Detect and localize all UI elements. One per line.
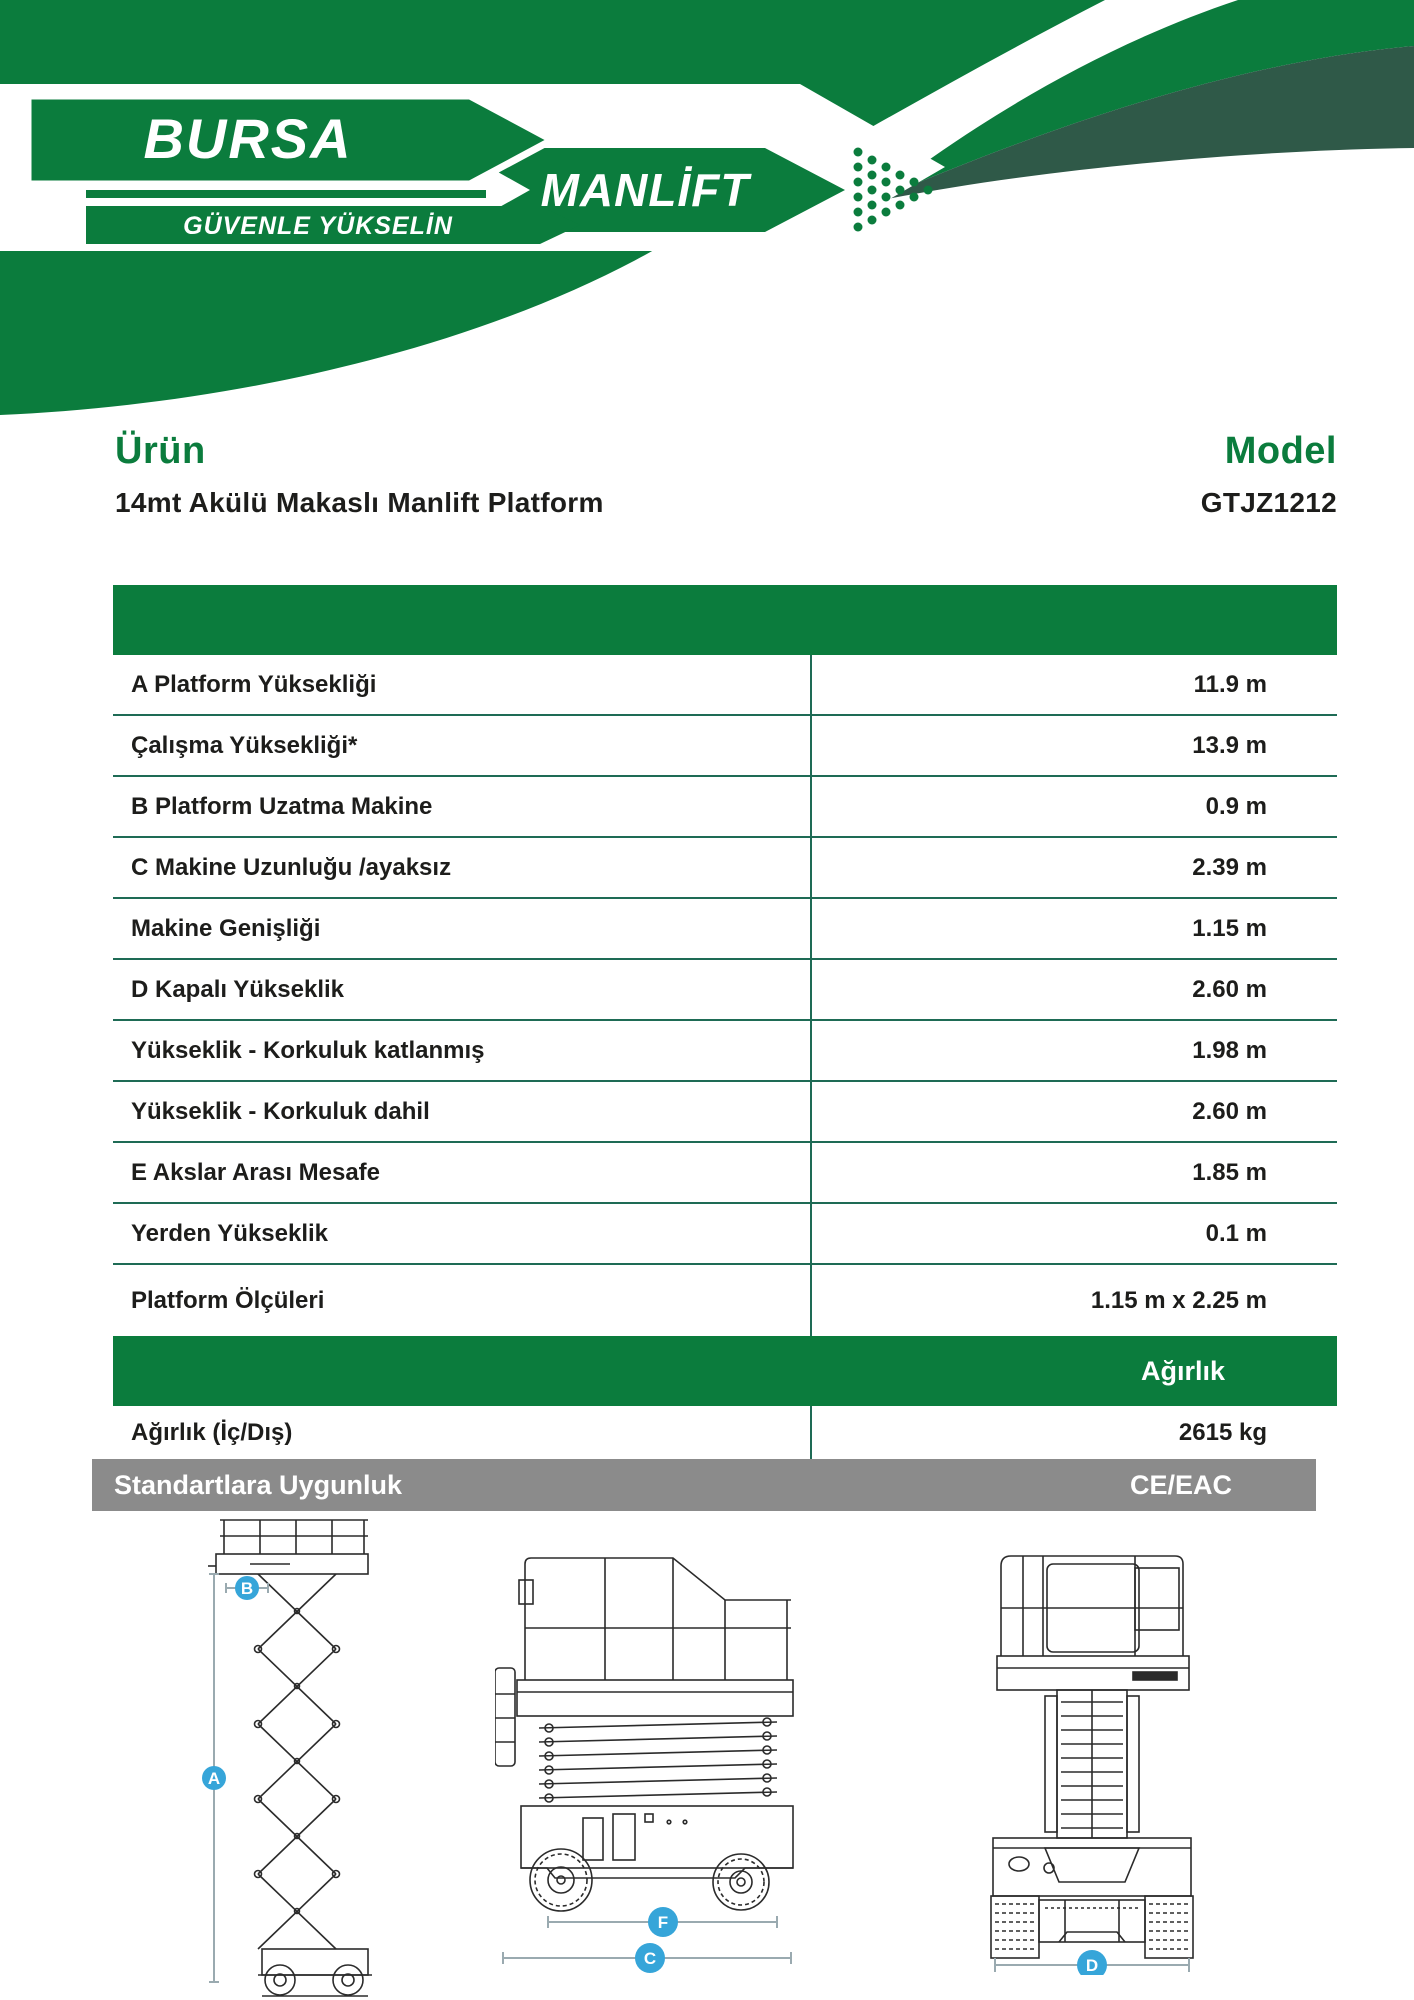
- spec-label: Yerden Yükseklik: [131, 1219, 329, 1247]
- spec-row: [113, 1021, 1337, 1082]
- spec-value: 1.15 m: [1192, 914, 1267, 942]
- spec-label: E Akslar Arası Mesafe: [131, 1158, 381, 1186]
- diagram-rear-view: [985, 1550, 1200, 1975]
- spec-label: D Kapalı Yükseklik: [131, 975, 344, 1003]
- spec-label: Platform Ölçüleri: [131, 1286, 325, 1314]
- spec-label: A Platform Yüksekliği: [131, 670, 377, 698]
- spec-value: 2.39 m: [1192, 853, 1267, 881]
- standards-value: CE/EAC: [1129, 1469, 1232, 1500]
- table-header-bar: [113, 585, 1337, 655]
- weight-label: Ağırlık (İç/Dış): [131, 1418, 293, 1446]
- weight-row: [113, 1406, 1337, 1459]
- spec-row: [113, 1265, 1337, 1336]
- spec-label: C Makine Uzunluğu /ayaksız: [131, 853, 452, 881]
- weight-value: 2615 kg: [1178, 1418, 1267, 1446]
- diagram-side-view: [495, 1550, 795, 1975]
- spec-label: Makine Genişliği: [131, 914, 321, 942]
- model-value: GTJZ1212: [1200, 487, 1337, 518]
- dim-label-d: D: [1085, 1956, 1099, 1975]
- dim-label-b: B: [240, 1579, 254, 1598]
- product-block: [115, 430, 604, 519]
- spec-table: [113, 585, 1337, 1459]
- header-banner: [0, 0, 1414, 430]
- spec-row: [113, 838, 1337, 899]
- spec-row: [113, 1082, 1337, 1143]
- spec-value: 0.1 m: [1205, 1219, 1267, 1247]
- dim-label-c: C: [643, 1949, 657, 1968]
- spec-row: [113, 655, 1337, 716]
- spec-label: Yükseklik - Korkuluk katlanmış: [131, 1036, 485, 1064]
- diagram-extended-lift: [150, 1512, 390, 2000]
- logo-manlift-text: MANLİFT: [540, 164, 750, 216]
- dim-label-f: F: [657, 1913, 669, 1932]
- spec-value: 0.9 m: [1205, 792, 1267, 820]
- product-name: 14mt Akülü Makaslı Manlift Platform: [115, 487, 604, 518]
- logo-strip: [86, 190, 486, 198]
- model-block: [1201, 430, 1337, 519]
- weight-header-bar: [113, 1336, 1337, 1406]
- spec-row: [113, 1204, 1337, 1265]
- spec-value: 1.85 m: [1192, 1158, 1267, 1186]
- spec-value: 13.9 m: [1192, 731, 1267, 759]
- spec-label: Yükseklik - Korkuluk dahil: [131, 1097, 430, 1125]
- column-divider: [810, 655, 812, 1336]
- spec-row: [113, 716, 1337, 777]
- spec-value: 2.60 m: [1192, 1097, 1267, 1125]
- model-heading: Model: [1224, 430, 1337, 472]
- product-heading: Ürün: [115, 430, 206, 472]
- spec-row: [113, 899, 1337, 960]
- logo-bursa-text: BURSA: [143, 107, 353, 170]
- weight-header-text: Ağırlık: [1140, 1355, 1225, 1386]
- dim-label-a: A: [207, 1769, 221, 1788]
- standards-bar: [92, 1459, 1316, 1511]
- spec-value: 1.98 m: [1192, 1036, 1267, 1064]
- spec-rows: [113, 655, 1337, 1336]
- spec-value: 1.15 m x 2.25 m: [1090, 1286, 1267, 1314]
- column-divider: [810, 1406, 812, 1459]
- spec-label: Çalışma Yüksekliği*: [131, 731, 358, 759]
- spec-row: [113, 960, 1337, 1021]
- logo-tagline-text: GÜVENLE YÜKSELİN: [183, 212, 453, 240]
- spec-value: 2.60 m: [1192, 975, 1267, 1003]
- spec-row: [113, 1143, 1337, 1204]
- spec-value: 11.9 m: [1193, 670, 1267, 698]
- standards-label: Standartlara Uygunluk: [114, 1469, 403, 1500]
- spec-label: B Platform Uzatma Makine: [131, 792, 433, 820]
- spec-row: [113, 777, 1337, 838]
